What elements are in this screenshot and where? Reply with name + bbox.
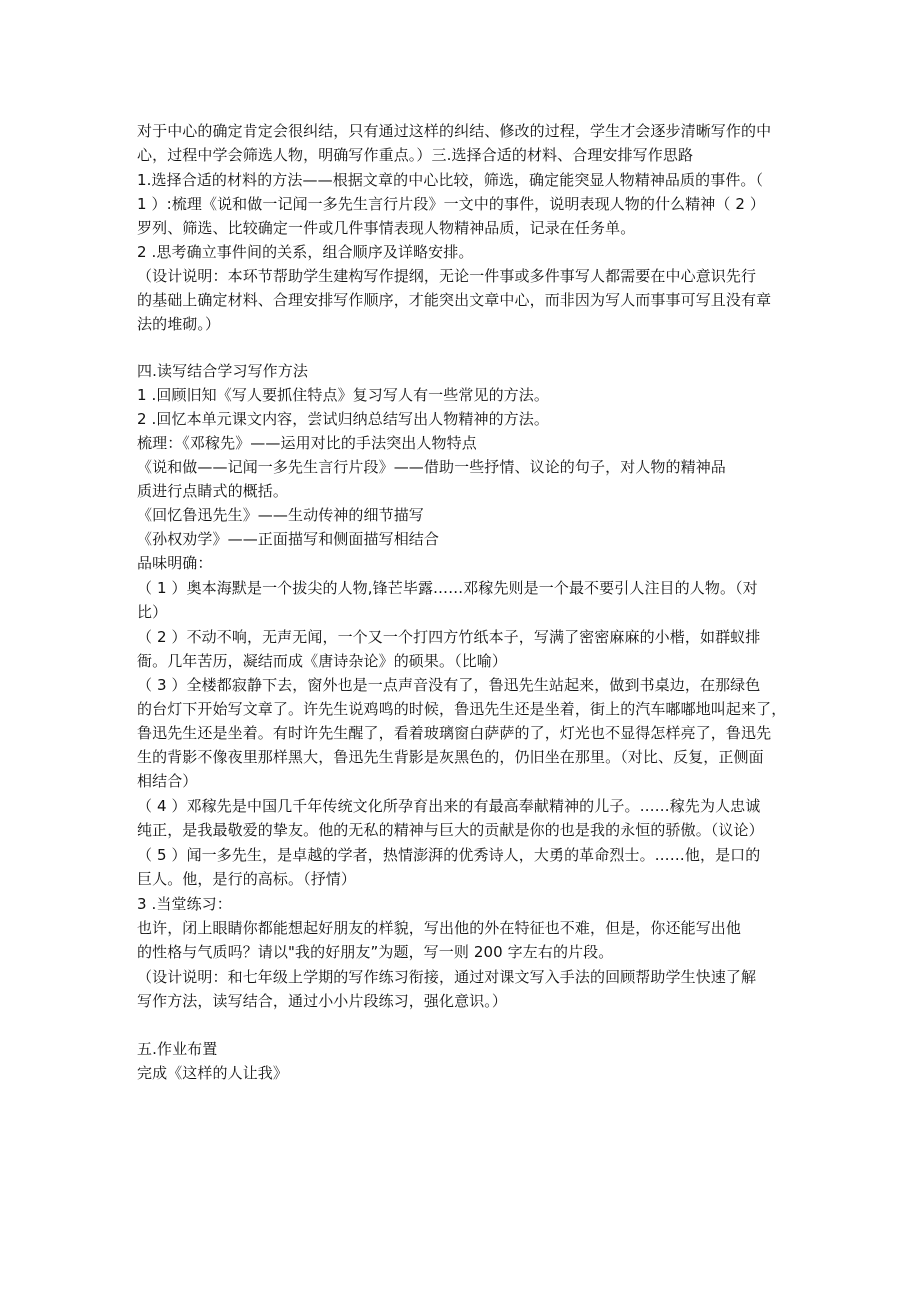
text-line: 生的背影不像夜里那样黑大，鲁迅先生背影是灰黑色的，仍旧坐在那里。（对比、反复，正侧面 — [137, 748, 764, 766]
text-line: 完成《这样的人让我》 — [137, 1064, 289, 1082]
text-line: 比） — [137, 603, 168, 621]
text-line: 纯正，是我最敬爱的挚友。他的无私的精神与巨大的贡献是你的也是我的永恒的骄傲。（议论） — [137, 821, 764, 839]
text-line: 心，过程中学会筛选人物，明确写作重点。）三.选择合适的材料、合理安排写作思路 — [137, 146, 694, 164]
text-line: 相结合） — [137, 772, 198, 790]
text-line: 也许，闭上眼睛你都能想起好朋友的样貌，写出他的外在特征也不难，但是，你还能写出他 — [137, 919, 742, 937]
text-line: 品味明确： — [137, 554, 213, 572]
text-line: 梳理：《邓稼先》——运用对比的手法突出人物特点 — [137, 434, 477, 452]
text-line: 巨人。他，是行的高标。（抒情） — [137, 870, 357, 888]
text-line: 法的堆砌。） — [137, 315, 221, 333]
text-line: 的台灯下开始写文章了。许先生说鸡鸣的时候，鲁迅先生还是坐着，街上的汽车嘟嘟地叫起来了， — [137, 700, 787, 718]
section-heading: 五.作业布置 — [137, 1040, 218, 1058]
section-heading: 四.读写结合学习写作方法 — [137, 362, 308, 380]
text-line: 质进行点睛式的概括。 — [137, 482, 289, 500]
text-line: （设计说明：本环节帮助学生建构写作提纲，无论一件事或多件事写人都需要在中心意识先行 — [137, 267, 757, 285]
text-line: 《孙权劝学》——正面描写和侧面描写相结合 — [137, 530, 440, 548]
text-line: 写作方法，读写结合，通过小小片段练习，强化意识。） — [137, 992, 508, 1010]
text-line: 1 ）:梳理《说和做一记闻一多先生言行片段》一文中的事件，说明表现人物的什么精神（ 2 ） — [137, 195, 765, 213]
text-line: 鲁迅先生还是坐着。有时许先生醒了，看着玻璃窗白萨萨的了，灯光也不显得怎样亮了，鲁迅先 — [137, 724, 772, 742]
text-line: （ 2 ）不动不响，无声无闻，一个又一个打四方竹纸本子，写满了密密麻麻的小楷，如群蚁排 — [137, 628, 761, 646]
text-line: （ 5 ）闻一多先生，是卓越的学者，热情澎湃的优秀诗人，大勇的革命烈士。……他，是口的 — [137, 846, 761, 864]
text-line: 2 .思考确立事件间的关系，组合顺序及详略安排。 — [137, 243, 474, 261]
text-line: （ 3 ）全楼都寂静下去，窗外也是一点声音没有了，鲁迅先生站起来，做到书桌边，在那绿色 — [137, 676, 761, 694]
text-line: 衙。几年苦历，凝结而成《唐诗杂论》的硕果。（比喻） — [137, 652, 508, 670]
text-line: 的性格与气质吗？请以"我的好朋友”为题，写一则 200 字左右的片段。 — [137, 943, 614, 961]
text-line: 《说和做——记闻一多先生言行片段》——借助一些抒情、议论的句子，对人物的精神品 — [137, 458, 726, 476]
text-line: （ 4 ）邓稼先是中国几千年传统文化所孕育出来的有最高奉献精神的儿子。……稼先为人忠诚 — [137, 797, 761, 815]
text-line: 《回忆鲁迅先生》——生动传神的细节描写 — [137, 506, 424, 524]
text-line: 罗列、筛选、比较确定一件或几件事情表现人物精神品质，记录在任务单。 — [137, 219, 636, 237]
text-line: （设计说明：和七年级上学期的写作练习衔接，通过对课文写入手法的回顾帮助学生快速了解 — [137, 968, 757, 986]
text-line: 的基础上确定材料、合理安排写作顺序，才能突出文章中心，而非因为写人而事事可写且没有章 — [137, 291, 772, 309]
text-line: 3 .当堂练习： — [137, 895, 232, 913]
text-line: 1 .回顾旧知《写人要抓住特点》复习写人有一些常见的方法。 — [137, 386, 549, 404]
text-line: （ 1 ）奥本海默是一个拔尖的人物,锋芒毕露……邓稼先则是一个最不要引人注目的人物。（对 — [137, 579, 758, 597]
text-line: 对于中心的确定肯定会很纠结，只有通过这样的纠结、修改的过程，学生才会逐步清晰写作的中 — [137, 122, 772, 140]
text-line: 2 .回忆本单元课文内容，尝试归纳总结写出人物精神的方法。 — [137, 410, 549, 428]
text-line: 1.选择合适的材料的方法——根据文章的中心比较，筛选，确定能突显人物精神品质的事件。（ — [137, 171, 764, 189]
